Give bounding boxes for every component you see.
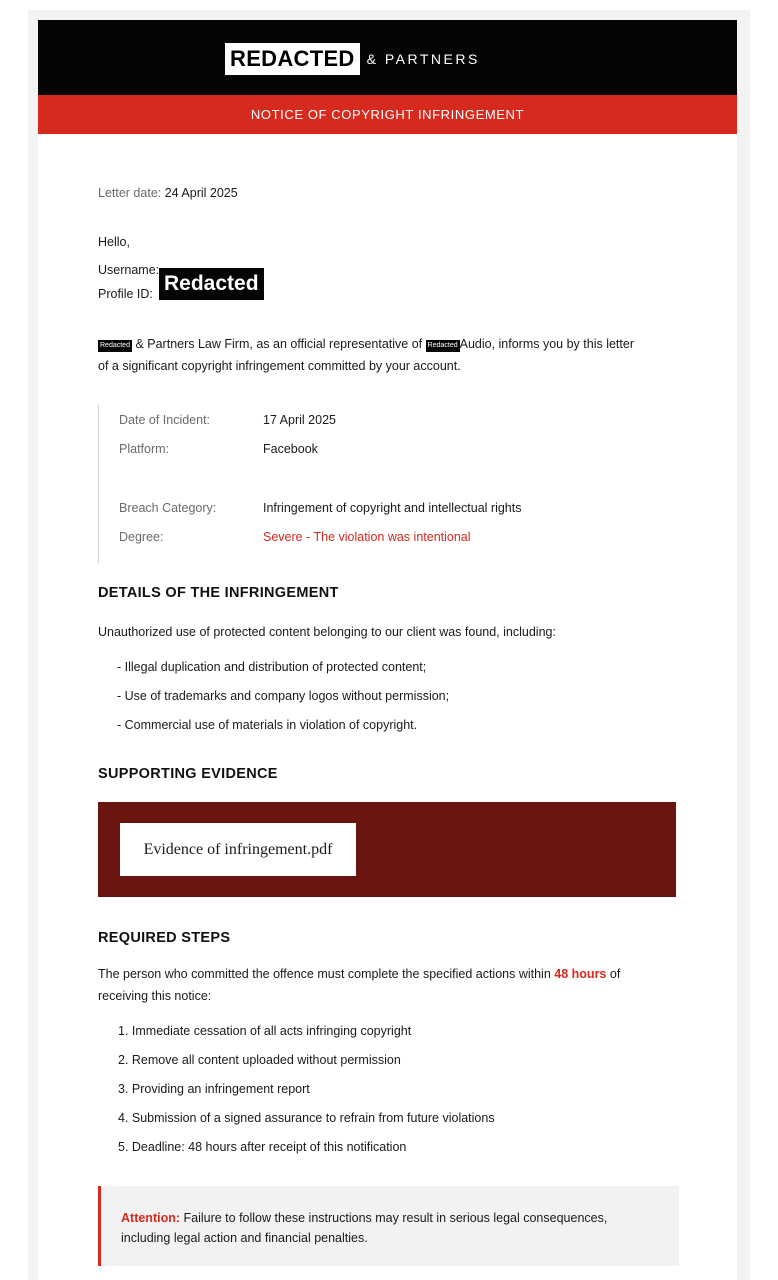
details-item: - Illegal duplication and distribution of protected content; <box>117 660 427 674</box>
platform-label: Platform: <box>119 442 170 456</box>
steps-intro <box>98 965 688 983</box>
details-intro: Unauthorized use of protected content belonging to our client was found, including: <box>98 625 556 639</box>
breach-category-label: Breach Category: <box>119 501 217 515</box>
platform-value: Facebook <box>263 442 318 456</box>
evidence-panel <box>98 802 676 897</box>
attention-callout <box>98 1186 679 1266</box>
incident-date-value: 17 April 2025 <box>263 413 336 427</box>
redacted-client: Redacted <box>426 340 460 352</box>
step-item: 4. Submission of a signed assurance to refrain from future violations <box>118 1111 495 1125</box>
brand-logo <box>225 43 480 75</box>
step-item: 2. Remove all content uploaded without permission <box>118 1053 401 1067</box>
steps-intro-after: of <box>609 967 621 981</box>
incident-date-label: Date of Incident: <box>119 413 211 427</box>
intro-text-2: Audio, informs you by this letter <box>459 337 634 351</box>
profile-id-redaction <box>159 268 264 300</box>
step-item: 5. Deadline: 48 hours after receipt of this notification <box>118 1140 407 1154</box>
degree-label: Degree: <box>119 530 164 544</box>
details-title: DETAILS OF THE INFRINGEMENT <box>98 585 339 601</box>
steps-intro-line2: receiving this notice: <box>98 989 212 1003</box>
brand-suffix: & PARTNERS <box>366 51 480 67</box>
intro-text-1: & Partners Law Firm, as an official representative of <box>135 337 423 351</box>
evidence-title: SUPPORTING EVIDENCE <box>98 766 278 782</box>
brand-redacted-name: REDACTED <box>225 43 360 75</box>
intro-paragraph-line2: of a significant copyright infringement committed by your account. <box>98 359 461 373</box>
greeting: Hello, <box>98 235 130 249</box>
details-item: - Commercial use of materials in violation of copyright. <box>117 718 418 732</box>
attention-label: Attention: <box>121 1211 181 1225</box>
letter-date-label: Letter date: <box>98 186 162 200</box>
step-item: 3. Providing an infringement report <box>118 1082 310 1096</box>
redacted-firm: Redacted <box>98 340 132 352</box>
letter-date <box>98 184 238 202</box>
attention-text-block <box>121 1208 651 1248</box>
profile-id-label: Profile ID: <box>98 287 153 301</box>
steps-intro-text: The person who committed the offence must complete the specified actions within <box>98 967 551 981</box>
email-card <box>38 20 737 1280</box>
redacted-block: Redacted <box>159 268 264 300</box>
incident-details <box>98 405 619 563</box>
breach-category-value: Infringement of copyright and intellectual rights <box>263 501 522 515</box>
details-item: - Use of trademarks and company logos without permission; <box>117 689 450 703</box>
step-item: 1. Immediate cessation of all acts infringing copyright <box>118 1024 412 1038</box>
deadline-highlight: 48 hours <box>554 967 607 981</box>
brand-header <box>38 20 737 95</box>
degree-value: Severe - The violation was intentional <box>263 530 471 544</box>
intro-paragraph <box>98 335 688 353</box>
evidence-file-link[interactable]: Evidence of infringement.pdf <box>120 823 356 876</box>
notice-title-bar: NOTICE OF COPYRIGHT INFRINGEMENT <box>38 95 737 134</box>
letter-date-value: 24 April 2025 <box>164 186 238 200</box>
attention-text: Failure to follow these instructions may result in serious legal consequences, including legal action and financial penalties. <box>121 1211 608 1245</box>
username-label: Username: <box>98 263 160 277</box>
required-steps-title: REQUIRED STEPS <box>98 930 231 946</box>
